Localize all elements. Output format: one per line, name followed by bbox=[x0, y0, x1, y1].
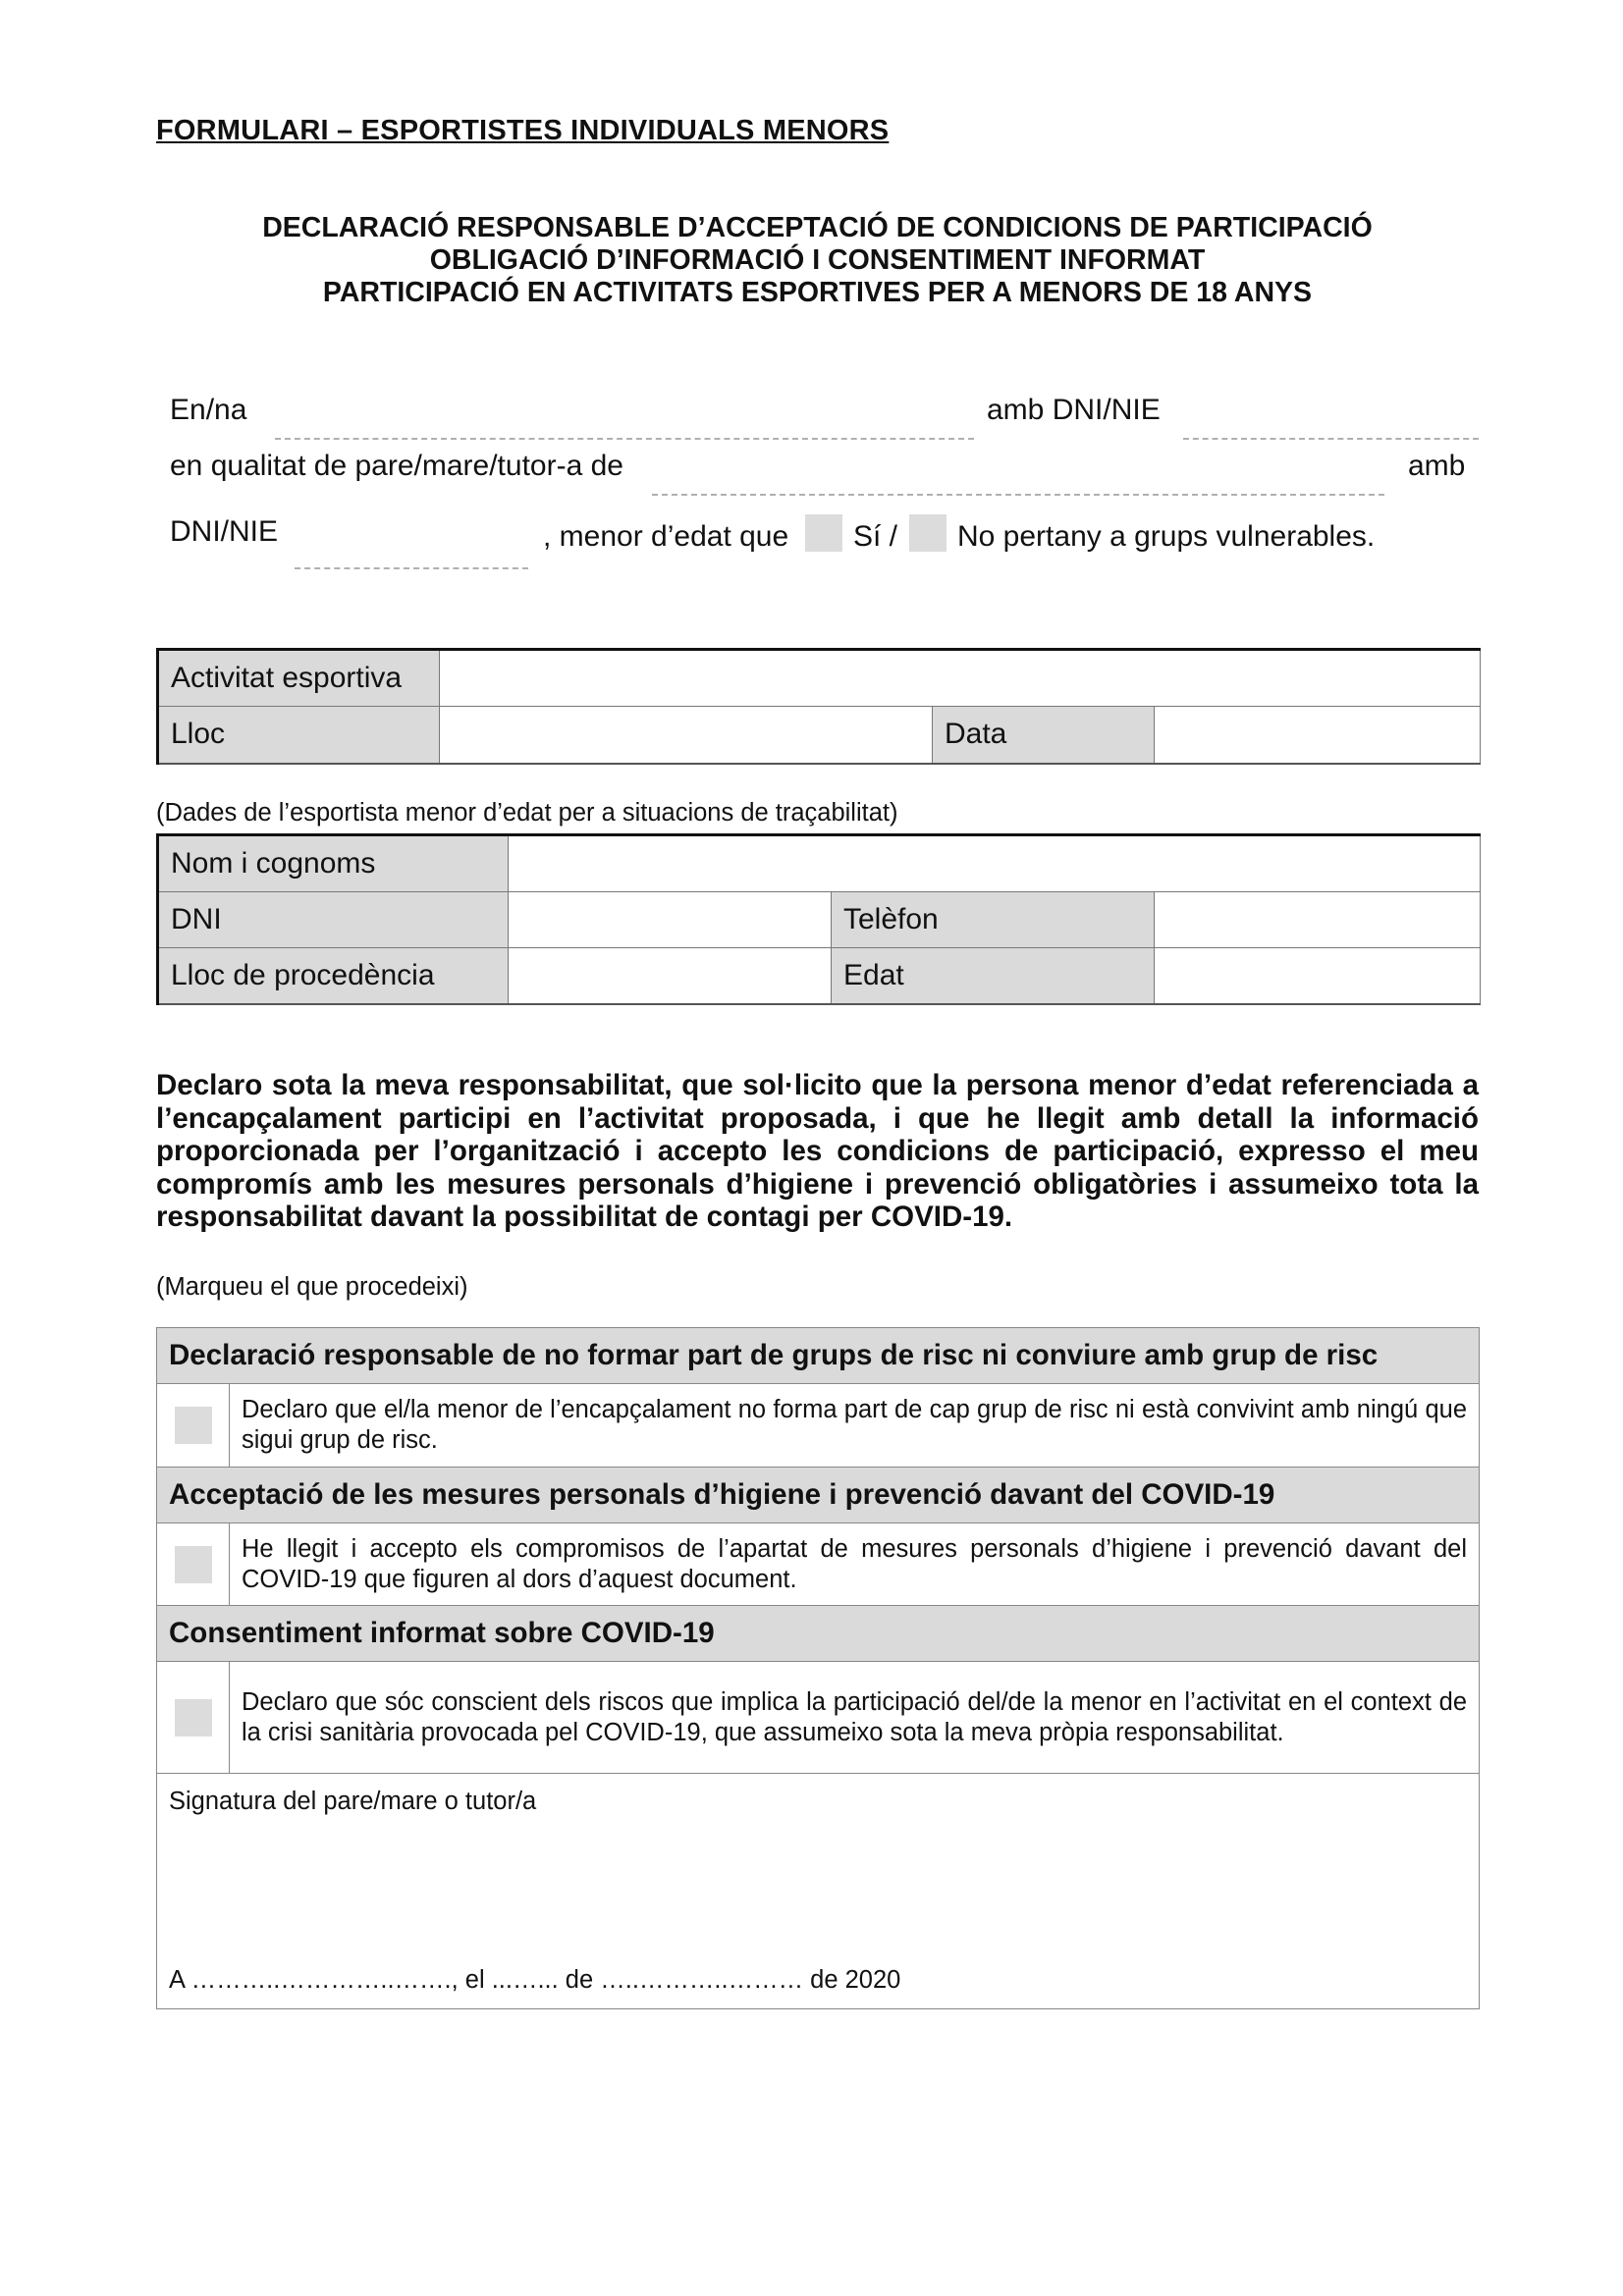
activitat-input[interactable] bbox=[440, 650, 1481, 707]
activity-table bbox=[156, 648, 1481, 765]
si-checkbox[interactable] bbox=[805, 514, 842, 552]
lloc-label: Lloc bbox=[158, 707, 440, 764]
si-label: Sí / bbox=[853, 520, 898, 553]
declarations-table bbox=[156, 1327, 1480, 2009]
edat-input[interactable] bbox=[1155, 948, 1481, 1004]
qualitat-label: en qualitat de pare/mare/tutor-a de bbox=[170, 450, 623, 482]
dni-label: DNI bbox=[158, 892, 509, 948]
menor-edat-label: , menor d’edat que bbox=[543, 520, 789, 553]
declaration-text: Declaro sota la meva responsabilitat, que sol·licito que la persona menor d’edat referenciada a l’encapçalament participi en l’activitat proposada, i que he llegit amb detall la informació proporcionada per l’organització i accepto les condicions de participació, expresso el meu compromís amb les mesures personals d’higiene i prevenció obligatòries i assumeixo tota la responsabilitat davant la possibilitat de contagi per COVID-19. bbox=[156, 1069, 1479, 1233]
risk-groups-checkbox-cell bbox=[157, 1384, 230, 1468]
heading-line-1: DECLARACIÓ RESPONSABLE D’ACCEPTACIÓ DE CONDICIONS DE PARTICIPACIÓ bbox=[262, 212, 1373, 243]
nom-input[interactable] bbox=[509, 835, 1481, 892]
amb-dni-nie-label: amb DNI/NIE bbox=[987, 394, 1161, 426]
activitat-label: Activitat esportiva bbox=[158, 650, 440, 707]
parent-dni-field[interactable] bbox=[1183, 438, 1479, 440]
risk-groups-text: Declaro que el/la menor de l’encapçalament no forma part de cap grup de risc ni està convivint amb ningú que sigui grup de risc. bbox=[230, 1384, 1480, 1468]
dni-input[interactable] bbox=[509, 892, 832, 948]
data-input[interactable] bbox=[1155, 707, 1481, 764]
nom-label: Nom i cognoms bbox=[158, 835, 509, 892]
consent-text: Declaro que sóc conscient dels riscos que implica la participació del/de la menor en l’activitat en el context de la crisi sanitària provocada pel COVID-19, que assumeixo sota la meva pròpia responsabilitat. bbox=[230, 1662, 1480, 1774]
minor-dni-field[interactable] bbox=[295, 567, 528, 569]
telefon-label: Telèfon bbox=[832, 892, 1155, 948]
no-checkbox[interactable] bbox=[909, 514, 947, 552]
form-title: FORMULARI – ESPORTISTES INDIVIDUALS MENORS bbox=[156, 115, 890, 146]
lloc-input[interactable] bbox=[440, 707, 933, 764]
procedencia-label: Lloc de procedència bbox=[158, 948, 509, 1004]
edat-label: Edat bbox=[832, 948, 1155, 1004]
minor-name-field[interactable] bbox=[652, 494, 1384, 496]
section-header-consent: Consentiment informat sobre COVID-19 bbox=[157, 1606, 1480, 1662]
data-label: Data bbox=[933, 707, 1155, 764]
dni-nie-label: DNI/NIE bbox=[170, 515, 279, 548]
section-header-hygiene: Acceptació de les mesures personals d’higiene i prevenció davant del COVID-19 bbox=[157, 1468, 1480, 1523]
no-pertany-label: No pertany a grups vulnerables. bbox=[957, 520, 1376, 553]
en-na-label: En/na bbox=[170, 394, 247, 426]
section-header-risk-groups: Declaració responsable de no formar part de grups de risc ni conviure amb grup de risc bbox=[157, 1328, 1480, 1384]
hygiene-text: He llegit i accepto els compromisos de l’apartat de mesures personals d’higiene i prevenció davant del COVID-19 que figuren al dors d’aquest document. bbox=[230, 1523, 1480, 1606]
heading-line-3: PARTICIPACIÓ EN ACTIVITATS ESPORTIVES PER A MENORS DE 18 ANYS bbox=[322, 277, 1313, 308]
consent-checkbox[interactable] bbox=[175, 1699, 212, 1736]
amb-label: amb bbox=[1408, 450, 1466, 482]
telefon-input[interactable] bbox=[1155, 892, 1481, 948]
hygiene-checkbox-cell bbox=[157, 1523, 230, 1606]
document-headings bbox=[156, 212, 1479, 309]
signature-box[interactable] bbox=[157, 1774, 1480, 2009]
heading-line-2: OBLIGACIÓ D’INFORMACIÓ I CONSENTIMENT INFORMAT bbox=[429, 244, 1206, 276]
mark-note: (Marqueu el que procedeixi) bbox=[156, 1273, 468, 1301]
consent-checkbox-cell bbox=[157, 1662, 230, 1774]
signature-label: Signatura del pare/mare o tutor/a bbox=[169, 1788, 537, 1815]
signature-date-line: A ………..…………..……., el ...…... de …..………..……… de 2020 bbox=[169, 1966, 901, 1994]
procedencia-input[interactable] bbox=[509, 948, 832, 1004]
risk-groups-checkbox[interactable] bbox=[175, 1407, 212, 1444]
name-field[interactable] bbox=[275, 438, 974, 440]
athlete-table bbox=[156, 833, 1481, 1005]
hygiene-checkbox[interactable] bbox=[175, 1546, 212, 1583]
athlete-note: (Dades de l’esportista menor d’edat per a situacions de traçabilitat) bbox=[156, 799, 898, 827]
